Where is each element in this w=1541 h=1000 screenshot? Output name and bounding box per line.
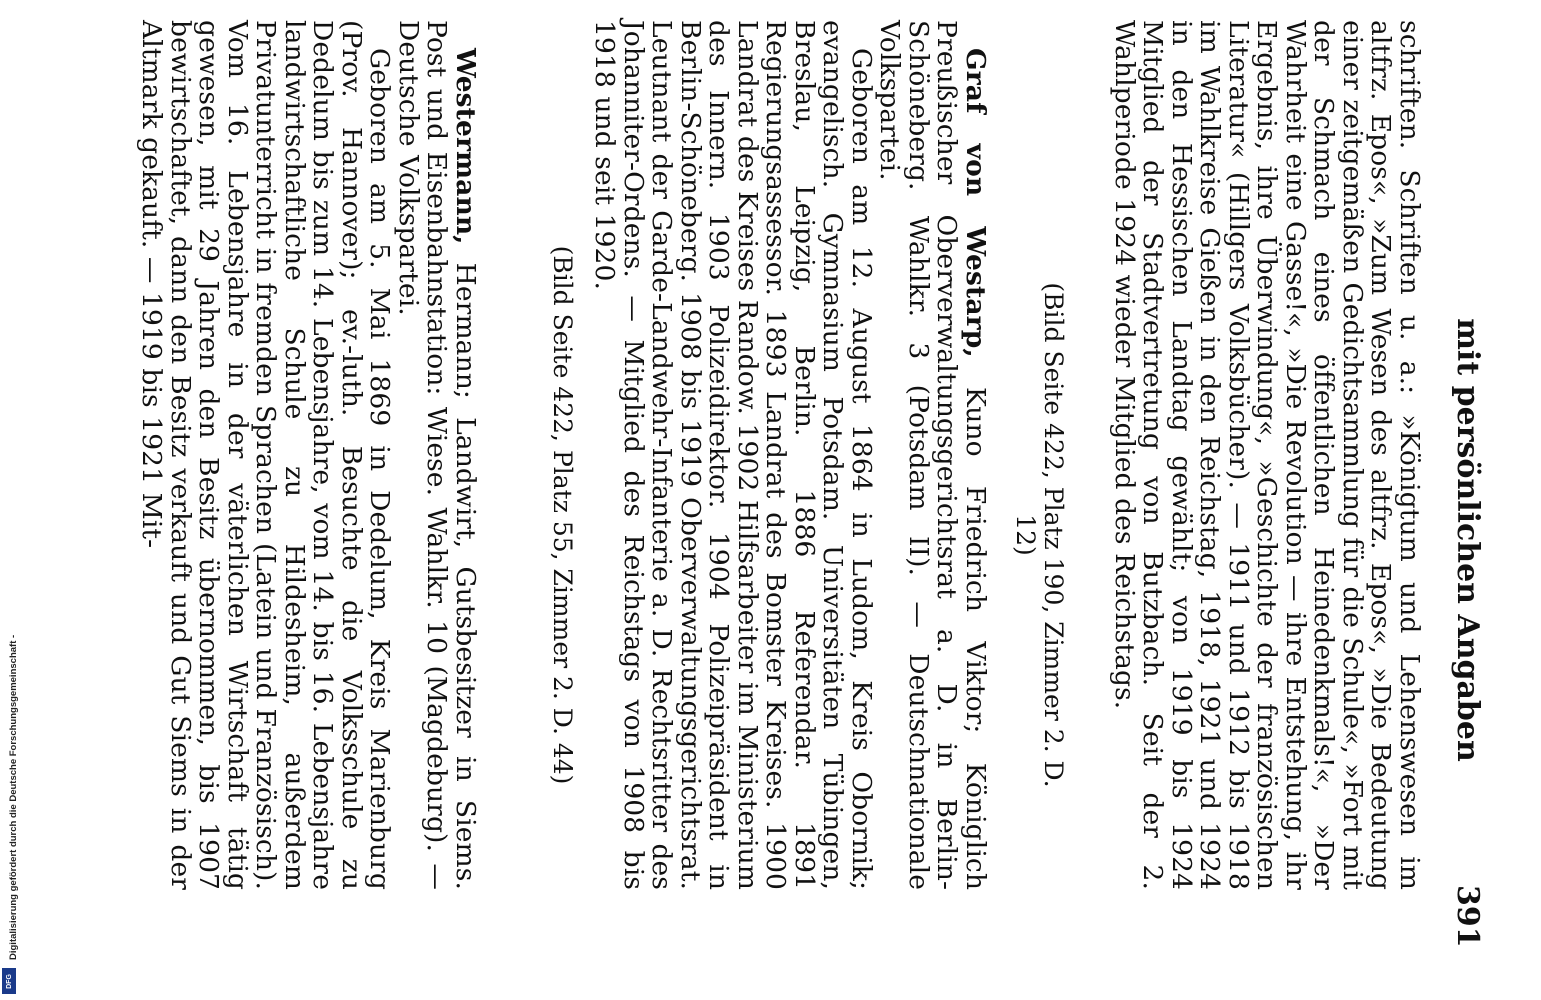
entry-continuation	[1110, 20, 1424, 890]
entry-name: Graf von Westarp,	[960, 48, 991, 358]
dfg-logo-text: DFG	[5, 973, 13, 989]
photo-citation: (Bild Seite 422, Platz 55, Zimmer 2. D. 44)	[548, 245, 577, 785]
entry-intro: Hermann; Landwirt, Gutsbesitzer in Siems. Post und Eisenbahnstation: Wiese. Wahlkr. 10 (Magdeburg). — Deutsche Volkspartei.	[393, 20, 481, 890]
entry-westarp	[590, 20, 989, 890]
running-header: mit persönlichen Angaben	[1450, 318, 1485, 762]
page-number: 391	[1450, 885, 1485, 948]
photo-citation: (Bild Seite 422, Platz 190, Zimmer 2. D. 12)	[1011, 282, 1068, 788]
funding-note-text: Digitalisierung gefördert durch die Deutsche Forschungsgemeinschaft -	[8, 634, 19, 960]
entry-intro: Kuno Friedrich Viktor; Königlich Preußischer Oberverwaltungsgerichtsrat a. D. in Berlin-Schöneberg. Wahlkr. 3 (Potsdam II). — Deutschnationale Volkspartei.	[874, 20, 991, 890]
entry-heading	[875, 20, 989, 890]
entry-body: Geboren am 12. August 1864 in Ludom, Kreis Obornik; evangelisch. Gymnasium Potsdam. Universitäten Tübingen, Breslau, Leipzig, Berlin. 1886 Referendar. 1891 Regierungsassessor. 1893 Landrat des Bomster Kreises. 1900 Landrat des Kreises Randow. 1902 Hilfsarbeiter im Ministerium des Innern. 1903 Polizeidirektor. 1904 Polizeipräsident in Berlin-Schöneberg. 1908 bis 1919 Oberverwaltungsgerichtsrat. Leutnant der Garde-Landwehr-Infanterie a. D. Rechtsritter des Johanniter-Ordens. — Mitglied des Reichstags von 1908 bis 1918 und seit 1920.	[589, 20, 877, 890]
funding-note	[8, 634, 19, 960]
entry-text: schriften. Schriften u. a.: »Königtum und Lehenswesen im altfrz. Epos«, »Zum Wesen des altfrz. Epos«, »Die Bedeutung einer zeitgemäßen Gedichtsammlung für die Schule«, »Fort mit der Schmach eines öffentlichen Heinedenkmals!«, »Der Wahrheit eine Gasse!«, »Die Revolution — ihre Entstehung, ihr Ergebnis, ihre Überwindung«, »Geschichte der französischen Literatur« (Hillgers Volksbücher). — 1911 und 1912 bis 1918 im Wahlkreise Gießen in den Reichstag, 1918, 1921 und 1924 in den Hessischen Landtag gewählt; von 1919 bis 1924 Mitglied der Stadtvertretung von Butzbach. Seit der 2. Wahlperiode 1924 wieder Mitglied des Reichstags.	[1109, 20, 1425, 890]
entry-body: Geboren am 5. Mai 1869 in Dedelum, Kreis Marienburg (Prov. Hannover); ev.-luth. Besuchte die Volksschule zu Dedelum bis zum 14. Lebensjahre, vom 14. bis 16. Lebensjahre landwirtschaftliche Schule zu Hildesheim, außerdem Privatunterricht in fremden Sprachen (Latein und Französisch). Vom 16. Lebensjahre in der väterlichen Wirtschaft tätig gewesen, mit 29 Jahren den Besitz übernommen, bis 1907 bewirtschaftet, dann den Besitz verkauft und Gut Siems in der Altmark gekauft. — 1919 bis 1921 Mit-	[136, 20, 396, 890]
dfg-logo-icon	[2, 968, 16, 994]
entry-westermann	[137, 20, 479, 890]
entry-name: Westermann,	[450, 48, 481, 245]
entry-heading	[394, 20, 480, 890]
